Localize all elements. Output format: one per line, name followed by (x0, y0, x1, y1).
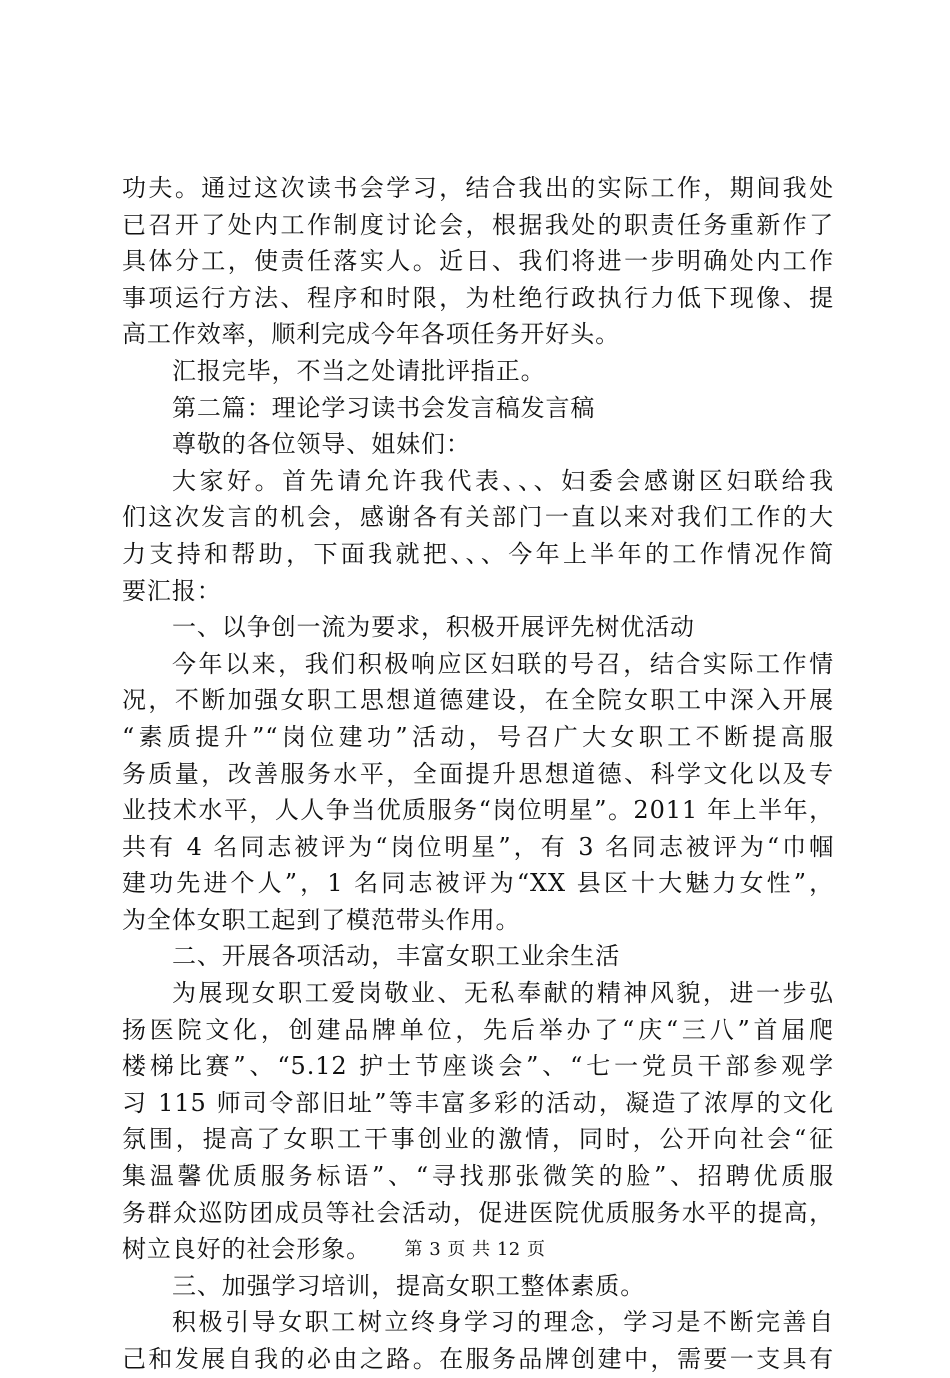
text-line: 业技术水平，人人争当优质服务“岗位明星”。2011 年上半年， (122, 796, 834, 825)
text-line: 功夫。通过这次读书会学习，结合我出的实际工作，期间我处 (122, 174, 834, 202)
text-line: 高工作效率，顺利完成今年各项任务开好头。 (122, 320, 620, 349)
text-line: 建功先进个人”，1 名同志被评为“XX 县区十大魅力女性”， (122, 869, 834, 898)
text-line: 们这次发言的机会，感谢各有关部门一直以来对我们工作的大 (122, 503, 834, 532)
text-line: “素质提升”“岗位建功”活动，号召广大女职工不断提高服 (122, 722, 834, 751)
text-line: 已召开了处内工作制度讨论会，根据我处的职责任务重新作了 (122, 210, 834, 239)
text-line: 己和发展自我的必由之路。在服务品牌创建中，需要一支具有 (122, 1345, 834, 1373)
text-line: 扬医院文化，创建品牌单位，先后举办了“庆“三八”首届爬 (122, 1015, 834, 1044)
text-line: 况，不断加强女职工思想道德建设，在全院女职工中深入开展 (122, 686, 834, 715)
text-line: 习 115 师司令部旧址”等丰富多彩的活动，凝造了浓厚的文化 (122, 1088, 834, 1117)
text-line: 务群众巡防团成员等社会活动，促进医院优质服务水平的提高， (122, 1198, 834, 1227)
text-line: 力支持和帮助，下面我就把、、、今年上半年的工作情况作简 (122, 539, 834, 568)
page-footer: 第 3 页 共 12 页 (404, 1239, 546, 1260)
text-line: 为展现女职工爱岗敬业、无私奉献的精神风貌，进一步弘 (172, 979, 834, 1008)
text-line: 为全体女职工起到了模范带头作用。 (122, 905, 521, 934)
text-line: 积极引导女职工树立终身学习的理念，学习是不断完善自 (172, 1308, 834, 1337)
text-line: 树立良好的社会形象。 (122, 1235, 371, 1264)
text-line: 汇报完毕，不当之处请批评指正。 (172, 356, 546, 385)
text-line: 今年以来，我们积极响应区妇联的号召，结合实际工作情 (172, 649, 834, 678)
text-line: 集温馨优质服务标语”、“寻找那张微笑的脸”、招聘优质服 (122, 1162, 834, 1191)
text-line: 二、开展各项活动，丰富女职工业余生活 (172, 942, 621, 971)
text-line: 尊敬的各位领导、姐妹们： (172, 430, 471, 459)
text-line: 要汇报： (122, 576, 222, 605)
text-line: 大家好。首先请允许我代表、、、妇委会感谢区妇联给我 (172, 466, 834, 495)
text-line: 共有 4 名同志被评为“岗位明星”，有 3 名同志被评为“巾帼 (122, 832, 834, 861)
text-line: 事项运行方法、程序和时限，为杜绝行政执行力低下现像、提 (122, 283, 834, 312)
text-line: 务质量，改善服务水平，全面提升思想道德、科学文化以及专 (122, 759, 834, 788)
text-line: 具体分工，使责任落实人。近日、我们将进一步明确处内工作 (122, 247, 834, 276)
text-line: 氛围，提高了女职工干事创业的激情，同时，公开向社会“征 (122, 1125, 834, 1154)
document-body (122, 170, 834, 1378)
text-line: 一、以争创一流为要求，积极开展评先树优活动 (172, 613, 695, 642)
text-line: 楼梯比赛”、“5.12 护士节座谈会”、“七一党员干部参观学 (122, 1052, 834, 1081)
text-line: 三、加强学习培训，提高女职工整体素质。 (172, 1271, 646, 1300)
text-line: 第二篇：理论学习读书会发言稿发言稿 (172, 393, 596, 422)
